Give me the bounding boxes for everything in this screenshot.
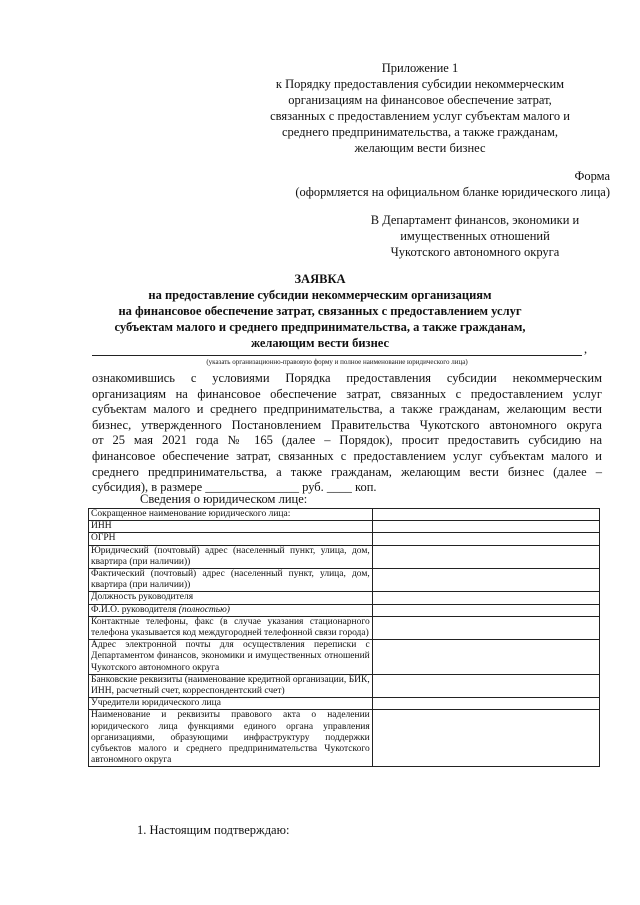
table-row (89, 592, 600, 604)
annex-header (250, 60, 590, 156)
addressee-line: имущественных отношений (400, 229, 550, 243)
body-line: организациям на финансовое обеспечение затрат, связанных с предоставлением услуг (92, 386, 602, 401)
table-row (89, 509, 600, 521)
table-row (89, 640, 600, 675)
confirm-clause: 1. Настоящим подтверждаю: (137, 823, 290, 837)
body-line: субсидия), в размере _______________ руб. ____ коп. (92, 480, 377, 495)
row-label: Сокращенное наименование юридического лица: (89, 509, 373, 521)
row-value-cell[interactable] (372, 592, 599, 604)
row-label: Адрес электронной почты для осуществления переписки с Департаментом финансов, экономики и имущественных отношений Чукотского автономного округа (89, 640, 373, 675)
row-label: ОГРН (89, 533, 373, 545)
annex-line: среднего предпринимательства, а также гражданам, (281, 125, 558, 139)
row-value-cell[interactable] (372, 710, 599, 767)
title-heading: ЗАЯВКА (294, 272, 346, 286)
title-line: субъектам малого и среднего предпринимательства, а также гражданам, (114, 320, 526, 334)
row-label-italic: (полностью) (178, 604, 230, 615)
blank-comma: , (584, 342, 588, 356)
annex-line: Приложение 1 (381, 61, 459, 75)
row-label: Наименование и реквизиты правового акта о наделении юридического лица функциями единого органа управления организациями, образующими инфраструктуру поддержки субъектов малого и среднего предпринимательства Чукотского автономного округа (89, 710, 373, 767)
table-row (89, 710, 600, 767)
addressee-line: В Департамент финансов, экономики и (370, 213, 580, 227)
applicant-name-caption: (указать организационно-правовую форму и полное наименование юридического лица) (206, 358, 468, 366)
table-row (89, 521, 600, 533)
row-value-cell[interactable] (372, 604, 599, 616)
row-value-cell[interactable] (372, 616, 599, 639)
form-note: (оформляется на официальном бланке юридического лица) (295, 185, 610, 199)
row-label: Банковские реквизиты (наименование кредитной организации, БИК, ИНН, расчетный счет, корреспондентский счет) (89, 674, 373, 697)
form-label: Форма (574, 169, 610, 183)
row-value-cell[interactable] (372, 521, 599, 533)
table-row (89, 698, 600, 710)
row-label: Ф.И.О. руководителя (91, 604, 177, 615)
table-row (89, 533, 600, 545)
legal-entity-info-table (88, 508, 600, 767)
row-value-cell[interactable] (372, 674, 599, 697)
title-line: на финансовое обеспечение затрат, связанных с предоставлением услуг (118, 304, 522, 318)
title-line: желающим вести бизнес (250, 336, 390, 350)
body-line: бизнес, утвержденного Постановлением Правительства Чукотского автономного округа (92, 417, 602, 432)
application-title (40, 271, 600, 351)
row-value-cell[interactable] (372, 509, 599, 521)
annex-line: желающим вести бизнес (354, 141, 486, 155)
table-row (89, 616, 600, 639)
row-value-cell[interactable] (372, 545, 599, 568)
body-line: среднего предпринимательства, а также гражданам, желающим вести бизнес (далее – (92, 464, 602, 479)
body-line: финансовое обеспечение затрат, связанных с предоставлением услуг субъектам малого и (92, 448, 602, 463)
table-row (89, 604, 600, 616)
row-value-cell[interactable] (372, 640, 599, 675)
row-label: ИНН (89, 521, 373, 533)
annex-line: к Порядку предоставления субсидии некоммерческим (275, 77, 565, 91)
row-label: Контактные телефоны, факс (в случае указания стационарного телефона указывается код междугородней телефонной связи города) (89, 616, 373, 639)
body-line: ознакомившись с условиями Порядка предоставления субсидии некоммерческим (92, 371, 602, 385)
row-label: Должность руководителя (89, 592, 373, 604)
table-row (89, 545, 600, 568)
table-row (89, 674, 600, 697)
body-line: от 25 мая 2021 года № 165 (далее – Порядок), просит предоставить субсидию на (92, 433, 602, 448)
row-label-cell (89, 604, 373, 616)
addressee-line: Чукотского автономного округа (390, 245, 560, 259)
applicant-name-blank[interactable] (92, 355, 582, 356)
info-heading: Сведения о юридическом лице: (140, 492, 308, 506)
row-label: Фактический (почтовый) адрес (населенный пункт, улица, дом, квартира (при наличии)) (89, 569, 373, 592)
body-line: субъектам малого и среднего предпринимательства, а также гражданам, желающим вести (92, 402, 602, 417)
annex-line: связанных с предоставлением услуг субъектам малого и (270, 109, 570, 123)
addressee (345, 212, 605, 260)
row-label: Юридический (почтовый) адрес (населенный пункт, улица, дом, квартира (при наличии)) (89, 545, 373, 568)
annex-line: организациям на финансовое обеспечение затрат, (288, 93, 552, 107)
table-row (89, 569, 600, 592)
row-value-cell[interactable] (372, 698, 599, 710)
title-line: на предоставление субсидии некоммерческим организациям (148, 288, 492, 302)
application-body (92, 371, 602, 496)
row-value-cell[interactable] (372, 569, 599, 592)
row-value-cell[interactable] (372, 533, 599, 545)
row-label: Учредители юридического лица (89, 698, 373, 710)
